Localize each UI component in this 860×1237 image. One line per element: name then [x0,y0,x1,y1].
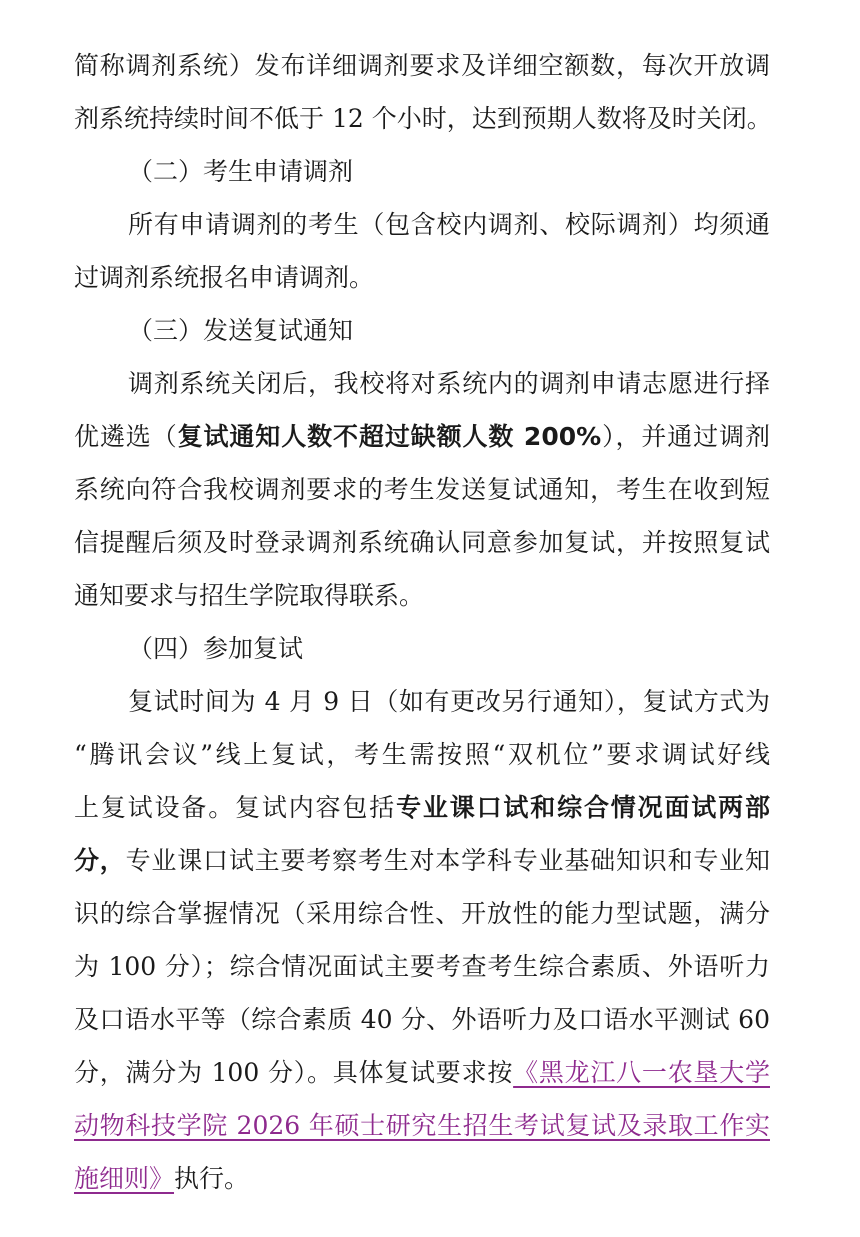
paragraph-3-line-4: 信提醒后须及时登录调剂系统确认同意参加复试，并按照复试 [74,528,770,557]
rules-document-link-part-2[interactable]: 动物科技学院 2026 年硕士研究生招生考试复试及录取工作实 [74,1111,770,1140]
rules-document-link-part-3[interactable]: 施细则》 [74,1164,175,1193]
paragraph-4-line-6: 为 100 分）；综合情况面试主要考查考生综合素质、外语听力 [74,952,770,981]
paragraph-4-line-4 [74,841,770,881]
paragraph-1-line-1: 简称调剂系统）发布详细调剂要求及详细空额数，每次开放调 [74,51,770,80]
paragraph-4-line-7: 及口语水平等（综合素质 40 分、外语听力及口语水平测试 60 [74,1005,770,1034]
paragraph-3-line-5: 通知要求与招生学院取得联系。 [74,581,425,610]
paragraph-4-line-2: “腾讯会议”线上复试，考生需按照“双机位”要求调试好线 [74,740,770,769]
quota-limit-bold-text: 复试通知人数不超过缺额人数 200% [177,422,602,451]
paragraph-4-line-8 [74,1053,770,1093]
exam-content-bold-text-end: 分， [74,846,126,875]
paragraph-4-line-5: 识的综合掌握情况（采用综合性、开放性的能力型试题，满分 [74,899,770,928]
paragraph-3-line-2 [74,417,770,457]
paragraph-1-line-2: 剂系统持续时间不低于 12 个小时，达到预期人数将及时关闭。 [74,104,772,133]
paragraph-4-line-10 [74,1159,249,1199]
section-heading-3: （三）发送复试通知 [128,316,354,345]
paragraph-4-line-9 [74,1106,770,1146]
section-heading-4: （四）参加复试 [128,634,304,663]
exam-content-bold-text: 专业课口试和综合情况面试两部 [396,793,770,822]
section-heading-2: （二）考生申请调剂 [128,157,354,186]
paragraph-3-line-1: 调剂系统关闭后，我校将对系统内的调剂申请志愿进行择 [128,369,770,398]
paragraph-4-line-8-text-a: 分，满分为 100 分）。具体复试要求按 [74,1058,514,1087]
paragraph-3-line-3: 系统向符合我校调剂要求的考生发送复试通知，考生在收到短 [74,475,770,504]
paragraph-2-line-1: 所有申请调剂的考生（包含校内调剂、校际调剂）均须通 [128,210,770,239]
paragraph-4-line-3 [74,788,770,828]
paragraph-3-line-2-text-a: 优遴选（ [74,422,178,451]
paragraph-4-line-10-text-b: 执行。 [174,1164,250,1193]
rules-document-link-part-1[interactable]: 《黑龙江八一农垦大学 [513,1058,770,1087]
paragraph-4-line-3-text-a: 上复试设备。复试内容包括 [74,793,397,822]
paragraph-4-line-1: 复试时间为 4 月 9 日（如有更改另行通知），复试方式为 [128,687,770,716]
paragraph-3-line-2-text-c: ），并通过调剂 [601,422,770,451]
paragraph-2-line-2: 过调剂系统报名申请调剂。 [74,263,375,292]
paragraph-4-line-4-text-b: 专业课口试主要考察考生对本学科专业基础知识和专业知 [125,846,770,875]
